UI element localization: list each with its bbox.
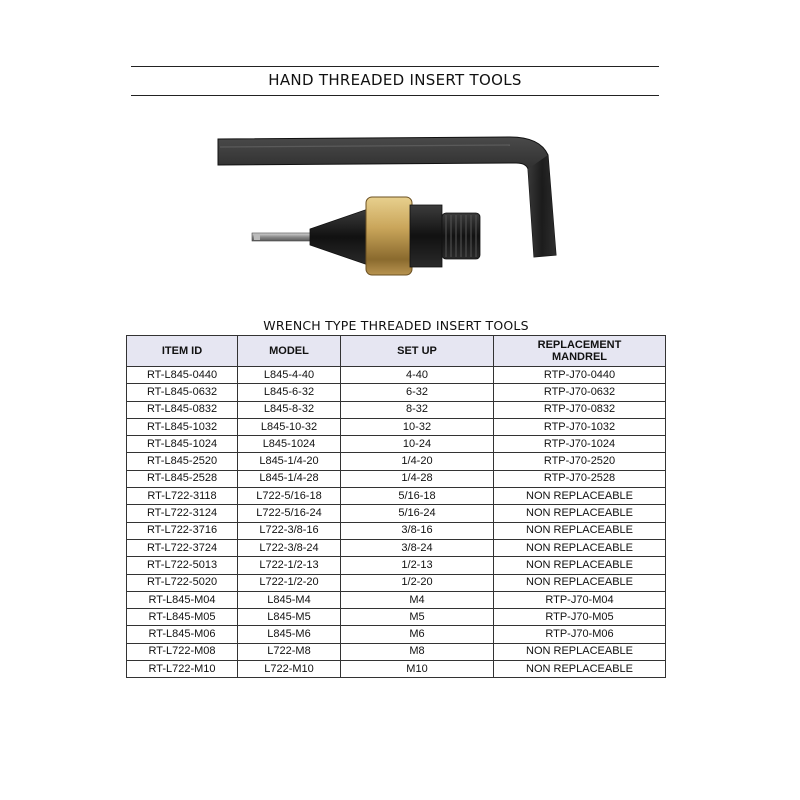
table-row <box>127 609 666 626</box>
spec-table <box>126 335 666 678</box>
table-row <box>127 418 666 435</box>
cell-replacement-mandrel: NON REPLACEABLE <box>494 574 666 591</box>
cell-item-id: RT-L845-1032 <box>127 418 238 435</box>
cell-set-up: 5/16-24 <box>341 505 494 522</box>
title-band <box>131 66 659 96</box>
cell-item-id: RT-L722-5020 <box>127 574 238 591</box>
cell-replacement-mandrel: NON REPLACEABLE <box>494 539 666 556</box>
cell-item-id: RT-L845-0440 <box>127 367 238 384</box>
cell-replacement-mandrel: NON REPLACEABLE <box>494 522 666 539</box>
cell-item-id: RT-L722-M10 <box>127 661 238 678</box>
table-row <box>127 488 666 505</box>
table-row <box>127 436 666 453</box>
cell-replacement-mandrel: RTP-J70-0440 <box>494 367 666 384</box>
table-row <box>127 505 666 522</box>
cell-item-id: RT-L722-M08 <box>127 643 238 660</box>
table-row <box>127 626 666 643</box>
cell-set-up: M10 <box>341 661 494 678</box>
cell-model: L722-1/2-13 <box>238 557 341 574</box>
cell-set-up: 1/4-28 <box>341 470 494 487</box>
cell-item-id: RT-L722-3724 <box>127 539 238 556</box>
cell-model: L845-M6 <box>238 626 341 643</box>
cell-set-up: 3/8-24 <box>341 539 494 556</box>
cell-model: L845-8-32 <box>238 401 341 418</box>
insert-tool-icon <box>252 197 480 275</box>
cell-set-up: M4 <box>341 591 494 608</box>
cell-model: L845-1024 <box>238 436 341 453</box>
cell-replacement-mandrel: RTP-J70-1024 <box>494 436 666 453</box>
cell-replacement-mandrel: NON REPLACEABLE <box>494 661 666 678</box>
cell-item-id: RT-L845-2528 <box>127 470 238 487</box>
cell-model: L845-4-40 <box>238 367 341 384</box>
cell-model: L845-M5 <box>238 609 341 626</box>
table-row <box>127 591 666 608</box>
table-row <box>127 643 666 660</box>
table-row <box>127 384 666 401</box>
cell-set-up: 8-32 <box>341 401 494 418</box>
cell-item-id: RT-L845-M04 <box>127 591 238 608</box>
header-item-id: ITEM ID <box>127 336 238 367</box>
table-row <box>127 661 666 678</box>
table-row <box>127 539 666 556</box>
cell-replacement-mandrel: NON REPLACEABLE <box>494 505 666 522</box>
cell-model: L722-1/2-20 <box>238 574 341 591</box>
cell-item-id: RT-L845-M05 <box>127 609 238 626</box>
cell-replacement-mandrel: RTP-J70-0832 <box>494 401 666 418</box>
cell-model: L845-1/4-28 <box>238 470 341 487</box>
cell-replacement-mandrel: RTP-J70-0632 <box>494 384 666 401</box>
table-row <box>127 522 666 539</box>
table-header-row <box>127 336 666 367</box>
cell-item-id: RT-L722-3124 <box>127 505 238 522</box>
cell-replacement-mandrel: NON REPLACEABLE <box>494 488 666 505</box>
cell-model: L845-M4 <box>238 591 341 608</box>
tool-photo <box>210 125 590 295</box>
table-row <box>127 574 666 591</box>
cell-set-up: M6 <box>341 626 494 643</box>
page-title: HAND THREADED INSERT TOOLS <box>268 71 522 89</box>
cell-set-up: 3/8-16 <box>341 522 494 539</box>
cell-model: L722-M10 <box>238 661 341 678</box>
header-replacement-mandrel <box>494 336 666 367</box>
cell-model: L722-5/16-18 <box>238 488 341 505</box>
cell-replacement-mandrel: NON REPLACEABLE <box>494 557 666 574</box>
table-row <box>127 401 666 418</box>
cell-replacement-mandrel: RTP-J70-M05 <box>494 609 666 626</box>
cell-replacement-mandrel: RTP-J70-2528 <box>494 470 666 487</box>
cell-set-up: 1/2-13 <box>341 557 494 574</box>
cell-replacement-mandrel: RTP-J70-M06 <box>494 626 666 643</box>
header-set-up: SET UP <box>341 336 494 367</box>
cell-set-up: M8 <box>341 643 494 660</box>
cell-item-id: RT-L722-3716 <box>127 522 238 539</box>
cell-replacement-mandrel: NON REPLACEABLE <box>494 643 666 660</box>
cell-set-up: 10-24 <box>341 436 494 453</box>
cell-item-id: RT-L845-0632 <box>127 384 238 401</box>
cell-set-up: 5/16-18 <box>341 488 494 505</box>
cell-item-id: RT-L845-2520 <box>127 453 238 470</box>
cell-model: L722-3/8-16 <box>238 522 341 539</box>
table-row <box>127 453 666 470</box>
cell-set-up: 4-40 <box>341 367 494 384</box>
cell-replacement-mandrel: RTP-J70-2520 <box>494 453 666 470</box>
table-caption: WRENCH TYPE THREADED INSERT TOOLS <box>263 318 529 333</box>
cell-model: L722-3/8-24 <box>238 539 341 556</box>
cell-replacement-mandrel: RTP-J70-1032 <box>494 418 666 435</box>
cell-model: L722-5/16-24 <box>238 505 341 522</box>
cell-set-up: M5 <box>341 609 494 626</box>
header-model: MODEL <box>238 336 341 367</box>
cell-model: L845-1/4-20 <box>238 453 341 470</box>
table-row <box>127 557 666 574</box>
cell-set-up: 6-32 <box>341 384 494 401</box>
table-row <box>127 470 666 487</box>
cell-set-up: 1/2-20 <box>341 574 494 591</box>
cell-item-id: RT-L722-5013 <box>127 557 238 574</box>
header-replacement-line2: MANDREL <box>552 351 607 363</box>
cell-replacement-mandrel: RTP-J70-M04 <box>494 591 666 608</box>
cell-set-up: 10-32 <box>341 418 494 435</box>
cell-model: L845-6-32 <box>238 384 341 401</box>
table-row <box>127 367 666 384</box>
cell-item-id: RT-L845-1024 <box>127 436 238 453</box>
cell-item-id: RT-L722-3118 <box>127 488 238 505</box>
cell-model: L722-M8 <box>238 643 341 660</box>
cell-item-id: RT-L845-M06 <box>127 626 238 643</box>
header-replacement-line1: REPLACEMENT <box>537 339 622 351</box>
cell-model: L845-10-32 <box>238 418 341 435</box>
cell-item-id: RT-L845-0832 <box>127 401 238 418</box>
cell-set-up: 1/4-20 <box>341 453 494 470</box>
